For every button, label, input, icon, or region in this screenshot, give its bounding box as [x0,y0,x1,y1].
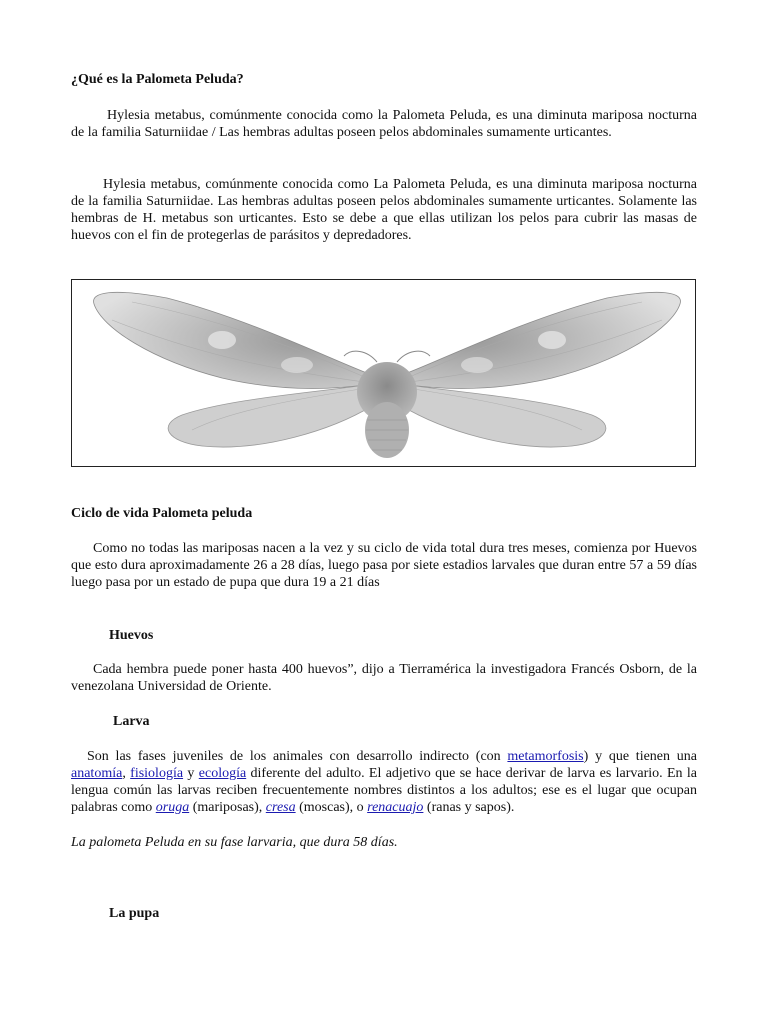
larva-text-8: (ranas y sapos). [423,800,515,815]
larva-text-5: diferente del adulto. El adjetivo que se hace derivar de larva es larvario. En la lengua común las larvas reciben frecuentemente nombres distintos a los adultos; ese es el lugar que ocupan palabras como [71,766,698,815]
larva-text-6: (mariposas), [189,800,266,815]
larva-text-2: ) y que tienen una [583,749,697,764]
moth-figure [71,279,696,467]
larva-text-1: Son las fases juveniles de los animales con desarrollo indirecto (con [87,749,508,764]
oruga-link[interactable]: oruga [155,800,190,815]
intro-paragraph-2: Hylesia metabus, comúnmente conocida como La Palometa Peluda, es una diminuta mariposa nocturna de la familia Saturniidae. Las hembras adultas poseen pelos abdominales sumamente urticantes. Solamente las hembras de H. metabus son urticantes. Esto se debe a que ellas utilizan los pelos para cubrir las masas de huevos con el fin de protegerlas de parásitos y depredadores. [71,177,697,243]
page-title: ¿Qué es la Palometa Peluda? [71,72,244,87]
ecologia-link[interactable]: ecología [198,766,247,781]
right-hindwing [402,384,606,447]
section-heading-lifecycle: Ciclo de vida Palometa peluda [71,506,253,521]
lifecycle-paragraph: Como no todas las mariposas nacen a la vez y su ciclo de vida total dura tres meses, comienza por Huevos que esto dura aproximadamente 26 a 28 días, luego pasa por siete estadios larvales que duran entre 57 a 59 días luego pasa por un estado de pupa que dura 19 a 21 días [71,541,697,590]
section-heading-pupa: La pupa [109,906,160,921]
fisiologia-link[interactable]: fisiología [130,766,184,781]
moth-illustration [72,280,695,466]
anatomia-link[interactable]: anatomía [71,766,123,781]
left-antenna [344,351,377,362]
section-heading-larva: Larva [113,714,150,729]
right-antenna [397,351,430,362]
intro-paragraph-1: Hylesia metabus, comúnmente conocida como la Palometa Peluda, es una diminuta mariposa nocturna de la familia Saturniidae / Las hembras adultas poseen pelos abdominales sumamente urticantes. [71,108,697,140]
metamorfosis-link[interactable]: metamorfosis [507,749,584,764]
larva-text-4: y [183,766,199,781]
renacuajo-link[interactable]: renacuajo [367,800,424,815]
huevos-paragraph: Cada hembra puede poner hasta 400 huevos”, dijo a Tierramérica la investigadora Francés Osborn, de la venezolana Universidad de Oriente. [71,662,697,694]
left-hindwing [168,384,372,447]
larva-paragraph [71,748,697,816]
larva-text-3: , [122,766,131,781]
larva-caption: La palometa Peluda en su fase larvaria, que dura 58 días. [71,835,398,850]
larva-text-7: (moscas), o [295,800,368,815]
section-heading-huevos: Huevos [109,628,154,643]
cresa-link[interactable]: cresa [265,800,296,815]
